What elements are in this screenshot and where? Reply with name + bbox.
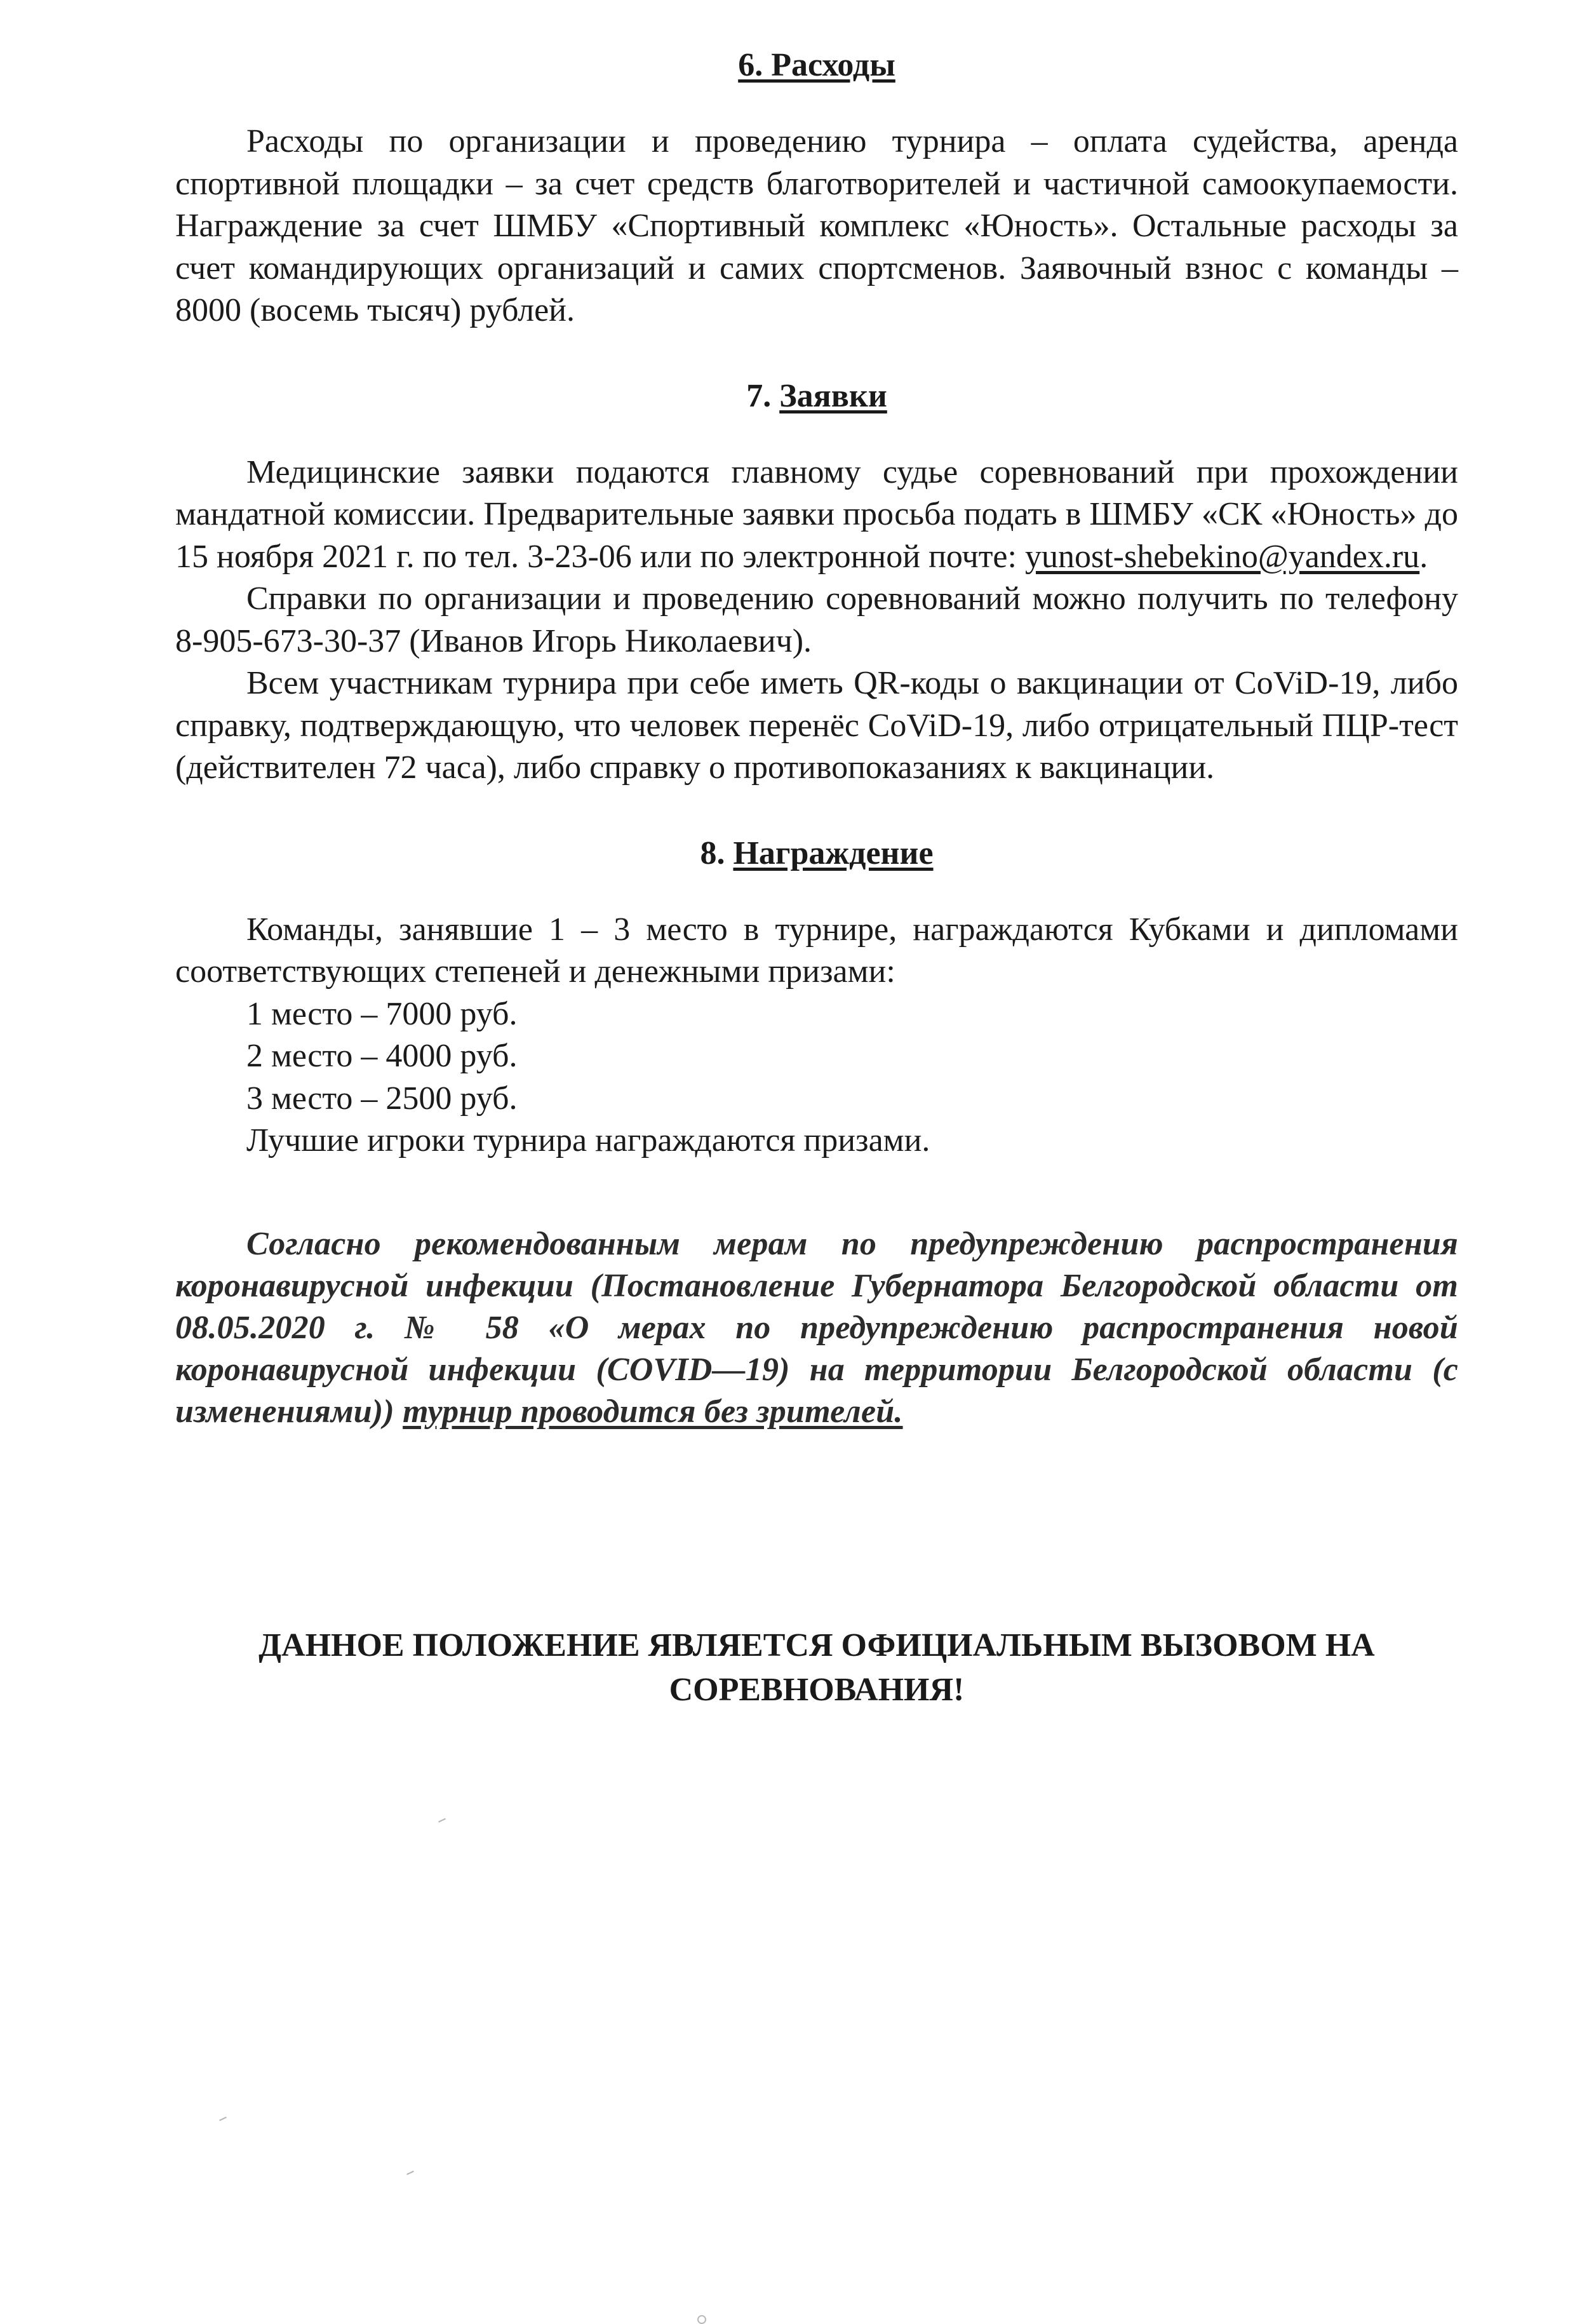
official-call-line-1: ДАННОЕ ПОЛОЖЕНИЕ ЯВЛЯЕТСЯ ОФИЦИАЛЬНЫМ ВЫЗОВОМ НА bbox=[258, 1627, 1375, 1663]
scan-speck bbox=[697, 2315, 706, 2324]
best-players-line: Лучшие игроки турнира награждаются призами. bbox=[246, 1122, 930, 1159]
section-8-heading-title: Награждение bbox=[733, 835, 934, 871]
section-6-body: Расходы по организации и проведению турнира – оплата судейства, аренда спортивной площадки – за счет средств благотворителей и частичной самоокупаемости. Награждение за счет ШМБУ «Спортивный комплекс «Юность». Остальные расходы за счет командирующих организаций и самих спортсменов. Заявочный взнос с команды – 8000 (восемь тысяч) рублей. bbox=[175, 123, 1458, 328]
email-suffix: . bbox=[1419, 538, 1428, 575]
document-content bbox=[175, 44, 1458, 1712]
section-7-applications-text: Медицинские заявки подаются главному судье соревнований при прохождении мандатной комиссии. Предварительные заявки просьба подать в ШМБУ «СК «Юность» до 15 ноября 2021 г. по тел. 3-23-06 или по электронной почте: bbox=[175, 453, 1458, 575]
official-call-line-2: СОРЕВНОВАНИЯ! bbox=[669, 1671, 965, 1708]
section-7-heading-number: 7. bbox=[746, 377, 772, 414]
scan-speck bbox=[219, 2117, 227, 2121]
section-7-paragraph-inquiries: Справки по организации и проведению соревнований можно получить по телефону 8-905-673-30-37 (Иванов Игорь Николаевич). bbox=[175, 581, 1458, 659]
covid-notice-no-spectators: турнир проводится без зрителей. bbox=[403, 1393, 903, 1430]
section-6-heading bbox=[175, 44, 1458, 86]
section-7-heading-title: Заявки bbox=[779, 377, 887, 414]
prize-third-place: 3 место – 2500 руб. bbox=[246, 1080, 518, 1117]
section-8-paragraph-awards: Команды, занявшие 1 – 3 место в турнире, награждаются Кубками и дипломами соответствующих степеней и денежными призами: bbox=[175, 911, 1458, 990]
scan-speck bbox=[406, 2171, 414, 2175]
covid-notice-text: Согласно рекомендованным мерам по предупреждению распространения коронавирусной инфекции (Постановление Губернатора Белгородской области от 08.05.2020 г. № 58 «О мерах по предупреждению распространения новой коронавирусной инфекции (COVID—19) на территории Белгородской области (с изменениями)) bbox=[175, 1225, 1458, 1430]
section-8-heading bbox=[175, 833, 1458, 875]
prize-second-place: 2 место – 4000 руб. bbox=[246, 1038, 518, 1074]
covid-notice bbox=[175, 1223, 1458, 1433]
section-7-paragraph-applications bbox=[175, 452, 1458, 579]
prize-first-place: 1 место – 7000 руб. bbox=[246, 995, 518, 1032]
email-link[interactable]: yunost-shebekino@yandex.ru bbox=[1024, 538, 1420, 575]
section-6-heading-text: 6. Расходы bbox=[738, 47, 895, 83]
section-7-heading bbox=[175, 375, 1458, 417]
scan-speck bbox=[438, 1818, 446, 1823]
section-7-paragraph-covid: Всем участникам турнира при себе иметь QR-коды о вакцинации от CoViD-19, либо справку, подтверждающую, что человек перенёс CoViD-19, либо отрицательный ПЦР-тест (действителен 72 часа), либо справку о противопоказаниях к вакцинации. bbox=[175, 665, 1458, 786]
section-8-heading-number: 8. bbox=[700, 835, 725, 871]
